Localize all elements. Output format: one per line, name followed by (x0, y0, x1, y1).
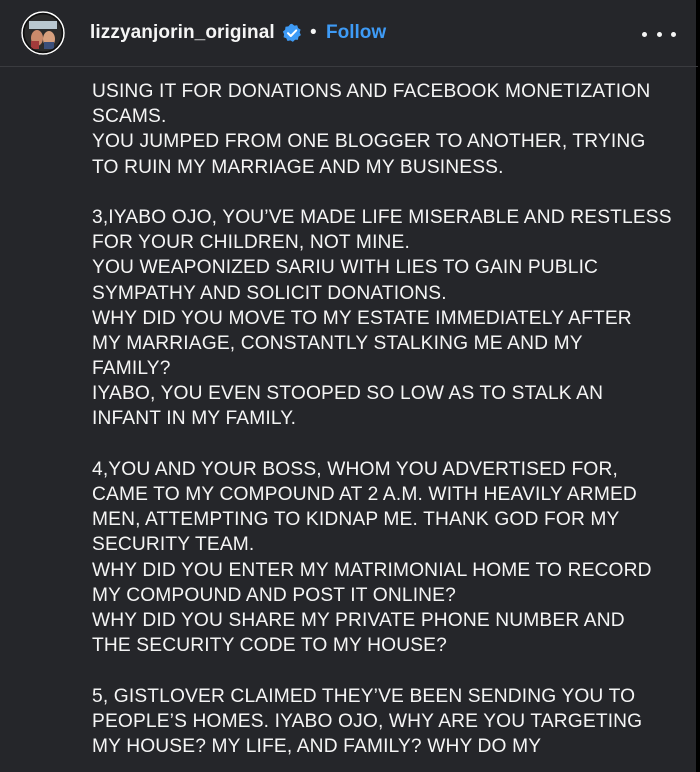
caption-line: MEN, ATTEMPTING TO KIDNAP ME. THANK GOD FOR MY (92, 509, 620, 531)
username-link[interactable]: lizzyanjorin_original (90, 22, 275, 43)
verified-badge-icon (282, 23, 302, 43)
post-header (0, 0, 698, 66)
caption-blank-line (92, 432, 682, 457)
follow-button[interactable]: Follow (326, 22, 387, 43)
caption-line: IYABO, YOU EVEN STOOPED SO LOW AS TO STALK AN (92, 383, 604, 405)
caption-line: PEOPLE’S HOMES. IYABO OJO, WHY ARE YOU TARGETING (92, 710, 643, 732)
more-dot (671, 32, 676, 37)
more-dot (657, 32, 662, 37)
caption-blank-line (92, 658, 682, 683)
caption-line: SYMPATHY AND SOLICIT DONATIONS. (92, 282, 447, 304)
caption-line: 4,YOU AND YOUR BOSS, WHOM YOU ADVERTISED FOR, (92, 458, 618, 480)
caption-line: MY COMPOUND AND POST IT ONLINE? (92, 584, 456, 606)
caption-line: TO RUIN MY MARRIAGE AND MY BUSINESS. (92, 156, 504, 178)
caption-line: SECURITY TEAM. (92, 534, 255, 556)
caption-blank-line (92, 180, 682, 205)
caption-line: YOU WEAPONIZED SARIU WITH LIES TO GAIN PUBLIC (92, 257, 599, 279)
post-caption (92, 79, 682, 759)
caption-line: YOU JUMPED FROM ONE BLOGGER TO ANOTHER, TRYING (92, 131, 646, 153)
caption-line: 3,IYABO OJO, YOU’VE MADE LIFE MISERABLE AND RESTLESS (92, 206, 672, 228)
caption-line: SCAMS. (92, 106, 167, 128)
caption-line: FOR YOUR CHILDREN, NOT MINE. (92, 232, 410, 254)
separator-dot: • (310, 22, 317, 43)
more-options-icon[interactable] (642, 24, 676, 44)
profile-avatar[interactable] (21, 11, 65, 55)
more-dot (642, 32, 647, 37)
caption-line: MY MARRIAGE, CONSTANTLY STALKING ME AND MY (92, 332, 583, 354)
caption-line: INFANT IN MY FAMILY. (92, 408, 297, 430)
avatar-photo-icon (21, 11, 65, 55)
caption-line: THE SECURITY CODE TO MY HOUSE? (92, 635, 447, 657)
header-divider (0, 66, 698, 67)
caption-line: USING IT FOR DONATIONS AND FACEBOOK MONETIZATION (92, 81, 651, 102)
caption-line: WHY DID YOU MOVE TO MY ESTATE IMMEDIATELY AFTER (92, 307, 632, 329)
caption-line: MY HOUSE? MY LIFE, AND FAMILY? WHY DO MY (92, 735, 542, 757)
caption-line: 5, GISTLOVER CLAIMED THEY’VE BEEN SENDING YOU TO (92, 685, 636, 707)
caption-line: WHY DID YOU ENTER MY MATRIMONIAL HOME TO RECORD (92, 559, 652, 581)
caption-line: FAMILY? (92, 358, 171, 380)
caption-line: WHY DID YOU SHARE MY PRIVATE PHONE NUMBER AND (92, 609, 625, 631)
caption-line: CAME TO MY COMPOUND AT 2 A.M. WITH HEAVILY ARMED (92, 484, 637, 505)
